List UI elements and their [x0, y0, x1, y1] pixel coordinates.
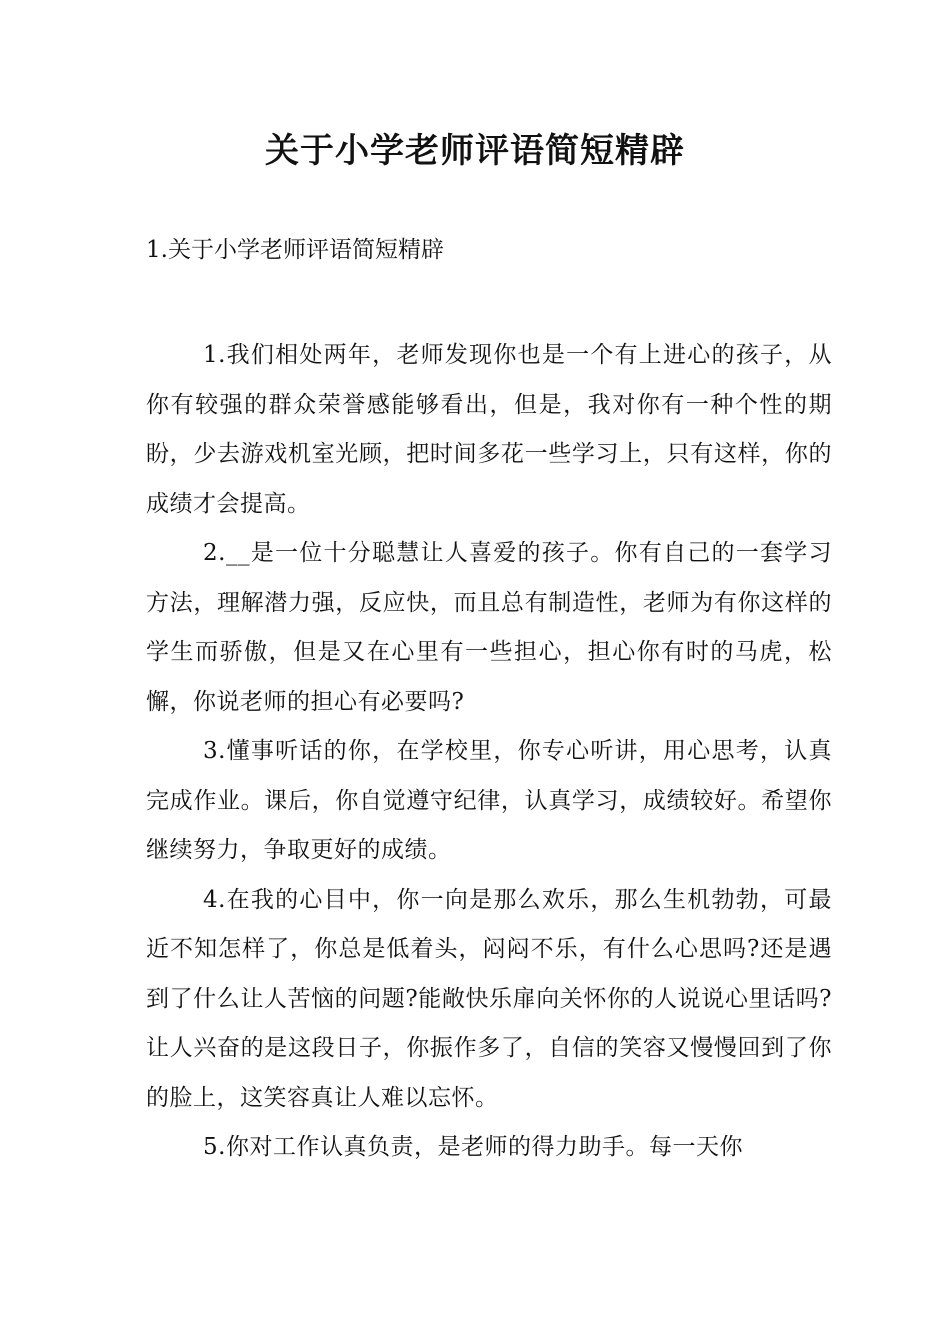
paragraph-5: 5.你对工作认真负责，是老师的得力助手。每一天你 [203, 1134, 743, 1160]
section-heading: 1.关于小学老师评语简短精辟 [146, 237, 444, 263]
document-title: 关于小学老师评语简短精辟 [265, 131, 685, 171]
paragraph-2: 2.__是一位十分聪慧让人喜爱的孩子。你有自己的一套学习方法，理解潜力强，反应快，而且总有制造性，老师为有你这样的学生而骄傲，但是又在心里有一些担心，担心你有时的马虎，松懈，你说老师的担心有必要吗? [146, 540, 832, 715]
paragraph-4: 4.在我的心目中，你一向是那么欢乐，那么生机勃勃，可最近不知怎样了，你总是低着头，闷闷不乐，有什么心思吗?还是遇到了什么让人苦恼的问题?能敞快乐扉向关怀你的人说说心里话吗?让人兴奋的是这段日子，你振作多了，自信的笑容又慢慢回到了你的脸上，这笑容真让人难以忘怀。 [146, 886, 832, 1111]
paragraph-1: 1.我们相处两年，老师发现你也是一个有上进心的孩子，从你有较强的群众荣誉感能够看出，但是，我对你有一种个性的期盼，少去游戏机室光顾，把时间多花一些学习上，只有这样，你的成绩才会提高。 [146, 342, 832, 517]
paragraph-3: 3.懂事听话的你，在学校里，你专心听讲，用心思考，认真完成作业。课后，你自觉遵守纪律，认真学习，成绩较好。希望你继续努力，争取更好的成绩。 [146, 738, 832, 863]
document-body [146, 331, 832, 1173]
